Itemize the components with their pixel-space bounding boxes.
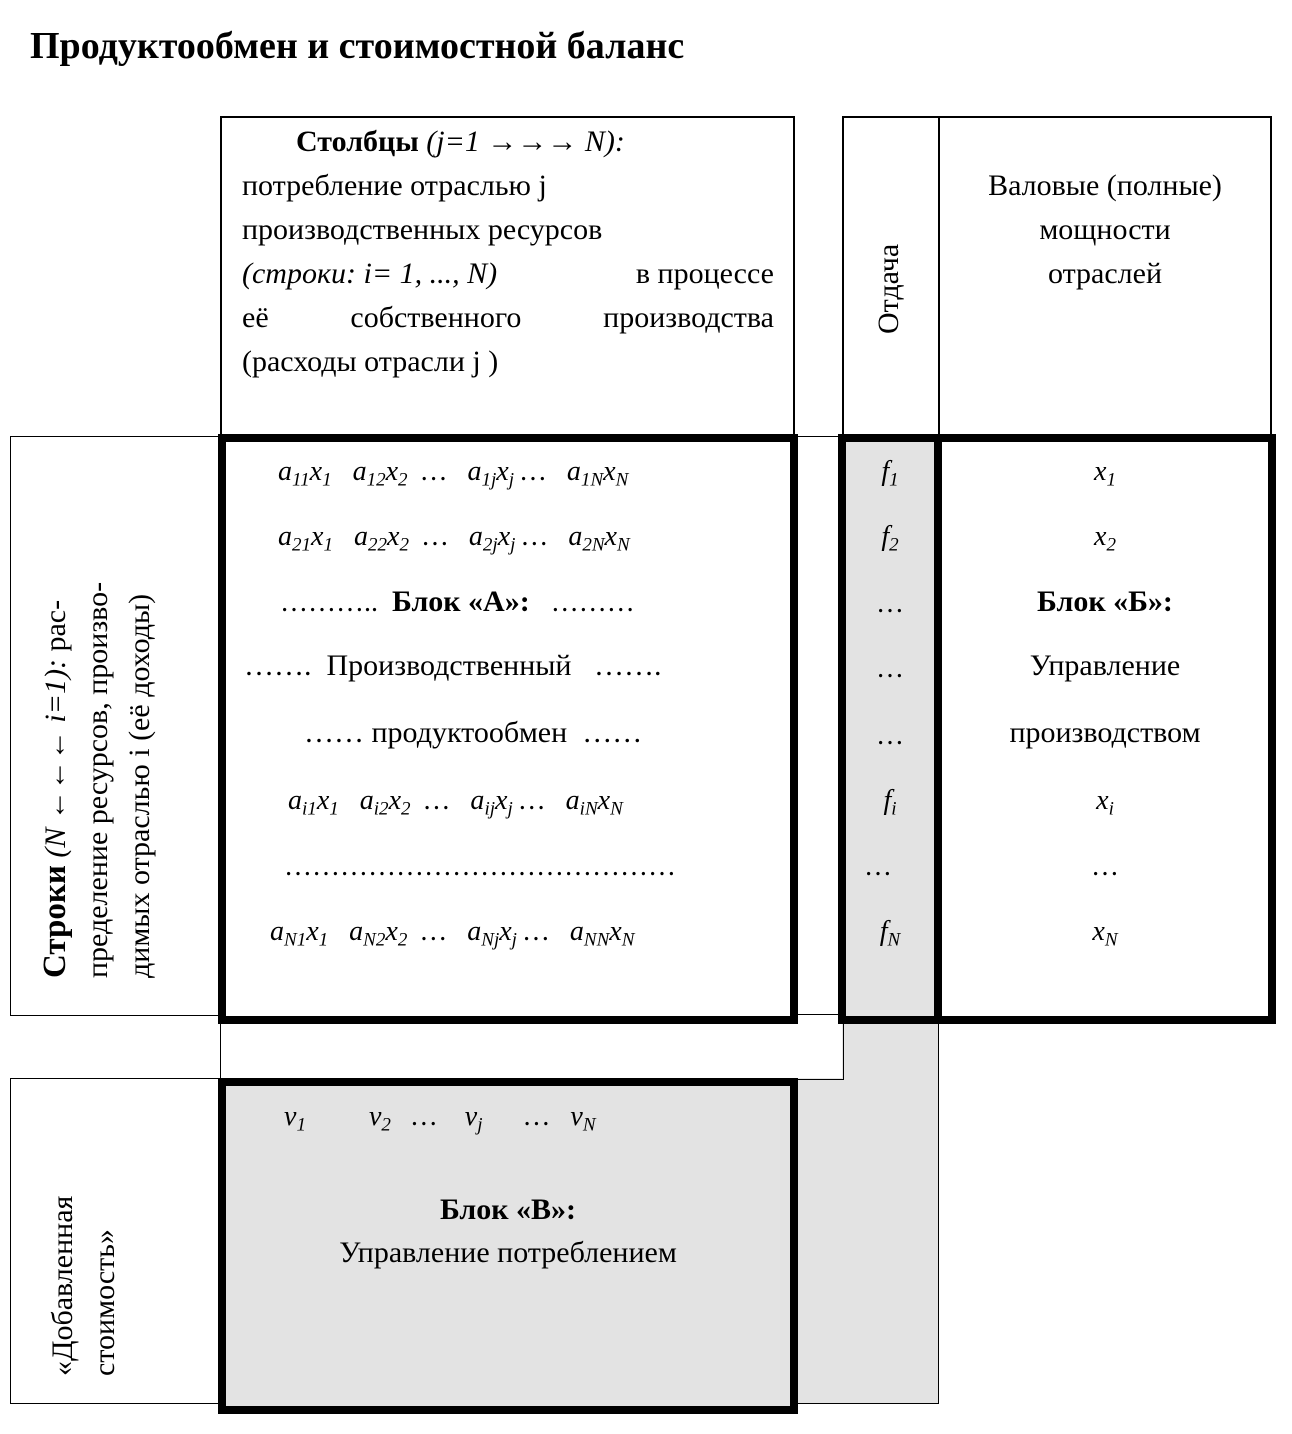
divider-line <box>938 1014 939 1404</box>
otdacha-f2: $f_2$ <box>881 521 899 556</box>
gross-xi: $x_i$ <box>1096 785 1114 820</box>
columns-header-line1: Столбцы (j=1 →→→ N): <box>296 125 625 158</box>
page-title: Продуктообмен и стоимостной баланс <box>30 25 685 67</box>
added-value-row: $v_1$ $v_2$ … $v_j$ … $v_N$ <box>284 1101 596 1136</box>
otdacha-fi: $f_i$ <box>883 785 897 820</box>
block-v-line1: Управление потреблением <box>339 1236 677 1269</box>
matrix-row-1: $a_{11}x_1$ $a_{12}x_2$ … $a_{1j}x_j$ … $a_{1N}x_N$ <box>278 456 629 491</box>
gross-x2: $x_2$ <box>1094 521 1116 556</box>
rows-header-line1: Строки (N ←←← i=1): рас- <box>37 599 73 978</box>
rows-header-label <box>34 582 161 978</box>
block-b-line1: Управление <box>1029 649 1181 682</box>
otdacha-ellipsis: … <box>864 851 892 882</box>
columns-header-line6: (расходы отрасли j ) <box>242 345 499 378</box>
block-a-title: Блок «А»: <box>392 585 530 618</box>
divider-line <box>796 1403 938 1404</box>
rows-header-line2: пределение ресурсов, произво- <box>81 581 114 978</box>
block-b-line2: производством <box>1009 716 1201 749</box>
added-value-label <box>42 1196 126 1376</box>
otdacha-f1: $f_1$ <box>881 456 899 491</box>
gross-header-line: Валовые (полные) <box>988 169 1222 202</box>
otdacha-fn: $f_N$ <box>879 916 901 951</box>
columns-header-line2: потребление отраслью j <box>242 169 547 202</box>
columns-header-line4: (строки: i= 1, ..., N) в процессе <box>242 257 774 290</box>
columns-header-line3: производственных ресурсов <box>242 213 603 246</box>
matrix-row-dots: …………………………………… <box>284 851 676 882</box>
gross-ellipsis: … <box>1091 851 1119 882</box>
gross-header-text <box>940 164 1270 296</box>
columns-header-line5: её собственного производства <box>242 301 774 334</box>
gross-xn: $x_N$ <box>1092 916 1118 951</box>
otdacha-ellipsis: … <box>876 653 904 684</box>
block-b-title: Блок «Б»: <box>1037 585 1173 618</box>
gross-x1: $x_1$ <box>1094 456 1116 491</box>
gross-header-line: мощности <box>1039 213 1171 246</box>
block-a-line-exch: …… продуктообмен …… <box>304 716 643 749</box>
otdacha-ellipsis: … <box>876 720 904 751</box>
matrix-row-2: $a_{21}x_1$ $a_{22}x_2$ … $a_{2j}x_j$ … $a_{2N}x_N$ <box>278 521 630 556</box>
block-a-title-row: ……….. Блок «А»: ……… <box>280 585 635 618</box>
divider-line <box>794 436 842 437</box>
block-v-gray-extension <box>796 1078 938 1404</box>
rows-header-line3: димых отраслью i (её доходы) <box>123 593 156 978</box>
otdacha-ellipsis: … <box>876 588 904 619</box>
columns-header-text <box>242 120 774 384</box>
matrix-row-i: $a_{i1}x_1$ $a_{i2}x_2$ … $a_{ij}x_j$ … $a_{iN}x_N$ <box>288 785 623 820</box>
matrix-row-n: $a_{N1}x_1$ $a_{N2}x_2$ … $a_{Nj}x_j$ … $a_{NN}x_N$ <box>270 916 635 951</box>
added-value-line: «Добавленная <box>46 1195 79 1376</box>
block-v-title: Блок «В»: <box>439 1193 577 1226</box>
gross-header-line: отраслей <box>1047 257 1163 290</box>
added-value-line: стоимость» <box>88 1229 121 1376</box>
otdacha-header-label: Отдача <box>872 243 905 334</box>
block-a-line-prod: ……. Производственный ……. <box>244 649 662 682</box>
